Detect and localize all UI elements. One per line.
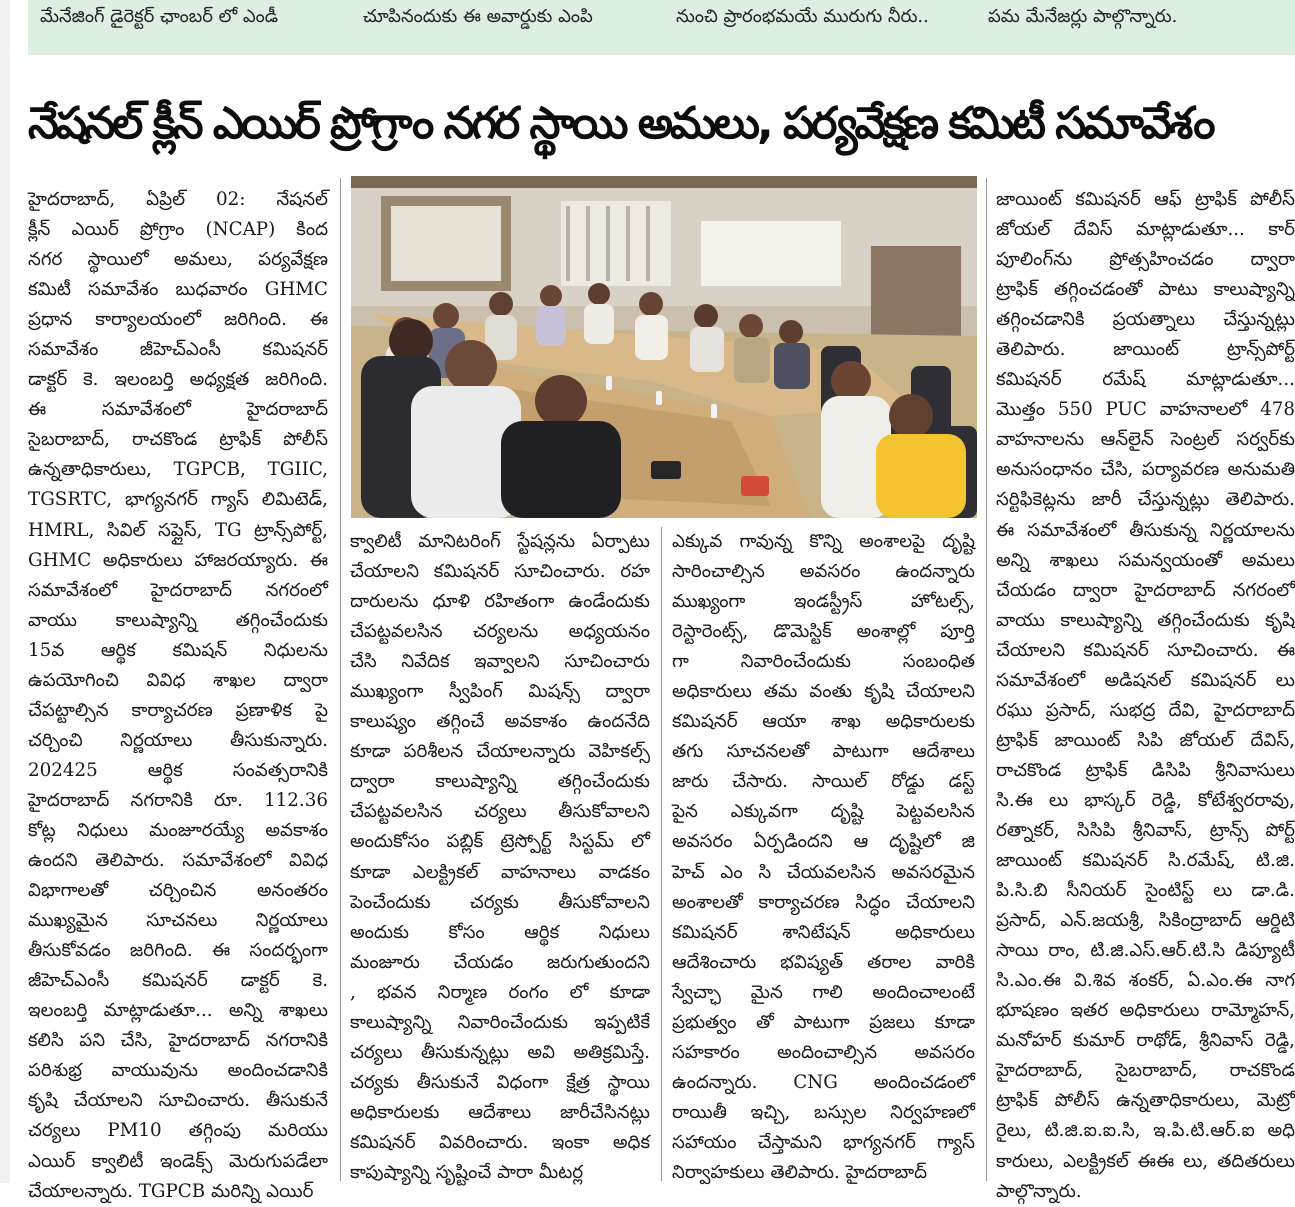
article-line: తగు సూచనలతో పాటుగా ఆదేశాలు [672,741,975,763]
article-line: సమావేశంలో అడిషనల్ కమిషనర్ లు [996,669,1295,691]
article-line: 15వ ఆర్థిక కమిషన్ నిధులను [28,639,328,661]
article-line: చర్యలు PM10 తగ్గింపు మరియు [28,1120,328,1142]
article-line: కారులు, ఎలక్ట్రికల్ ఈఈ లు, తదితరులు [996,1150,1295,1172]
article-line: విభాగాలతో చర్చించిన అనంతరం [28,880,328,902]
article-line: సారించాల్సిన అవసరం ఉందన్నారు [672,561,975,583]
article-line: ఎక్కువ గావున్న కొన్ని అంశాలపై దృష్టి [672,531,975,552]
article-line: కమిషనర్ ఆయా శాఖ అధికారులకు [672,711,975,733]
article-line: అన్ని శాఖలు సమన్వయంతో అమలు [996,549,1295,571]
article-line: రఘు ప్రసాద్, సుభద్ర దేవి, హైదరాబాద్ [996,699,1295,721]
strip-snippet: మేనేజింగ్ డైరెక్టర్ ఛాంబర్ లో ఎండీ [40,6,279,27]
article-line: చేయాలన్నారు. TGPCB మరిన్ని ఎయిర్ [28,1180,314,1202]
article-line: కాపుష్యాన్ని సృష్టించే పారా మీటర్ల [350,1161,584,1183]
article-line: పూలింగ్‌ను ప్రోత్సహించడం ద్వారా [996,249,1295,271]
article-line: రాచకొండ ట్రాఫిక్ డిసిపి శ్రీనివాసులు [996,759,1295,781]
article-line: కమిషనర్ రమేష్ మాట్లాడుతూ... [996,369,1295,391]
article-line: క్లీన్ ఎయిర్ ప్రోగ్రాం (NCAP) కింద [28,219,328,241]
article-line: చేయాలని కమిషనర్ సూచించారు. రహ [350,561,650,583]
article-line: నగర స్థాయిలో అమలు, పర్యవేక్షణ [28,249,328,271]
article-line: ద్వారా కాలుష్యాన్ని తగ్గించేందుకు [350,771,650,793]
article-line: ఈ సమావేశంలో తీసుకున్న నిర్ణయాలను [996,519,1295,541]
article-line: ముఖ్యమైన సూచనలు నిర్ణయాలు [28,910,328,932]
article-line: డాక్టర్ కె. ఇలంబర్తి అధ్యక్షత జరిగింది. [28,369,328,391]
column-divider [661,527,662,1181]
article-line: జారు చేసారు. సాయిల్ రోడ్డు డస్ట్ [672,771,975,793]
strip-snippet: నుంచి ప్రారంభమయే మురుగు నీరు.. [676,6,929,27]
article-line: ఉపయోగించి వివిధ శాఖల ద్వారా [28,669,328,691]
article-line: సమావేశం జీహెచ్ఎంసీ కమిషనర్ [28,339,328,361]
article-line: రెస్టారెంట్స్, డొమెస్టిక్ అంశాల్లో పూర్తి [672,621,975,643]
article-line: అధికారులు తమ వంతు కృషి చేయాలని [672,681,975,703]
article-line: ముఖ్యంగా ఇండస్ట్రీస్ హోటల్స్, [672,591,975,613]
article-line: చేపట్టాల్సిన కార్యాచరణ ప్రణాళిక పై [28,699,328,721]
article-line: గా నివారించేందుకు సంబంధిత [672,651,975,673]
article-line: అందుకు కోసం ఆర్థిక నిధులు [350,921,650,943]
article-line: ప్రధాన కార్యాలయంలో జరిగింది. ఈ [28,309,328,331]
article-line: కలిసి పని చేసి, హైదరాబాద్ నగరానికి [28,1030,328,1052]
meeting-photo [351,176,977,518]
article-line: జోయల్ దేవిస్ మాట్లాడుతూ... కార్ [996,219,1295,241]
article-line: చేయాలని కమిషనర్ సూచించారు. ఈ [996,639,1295,661]
article-line: జాయింట్ కమిషనర్ ఆఫ్ ట్రాఫిక్ పోలీస్ [996,189,1295,210]
article-line: చేపట్టవలసిన చర్యలను అధ్యయనం [350,621,650,643]
article-line: అవసరం ఏర్పడిందని ఆ దృష్టిలో జి [672,831,975,853]
article-line: , భవన నిర్మాణ రంగం లో కూడా [350,981,650,1003]
article-column-1 [28,185,328,1202]
strip-snippet: చూపినందుకు ఈ అవార్డుకు ఎంపి [363,6,593,27]
article-line: చేసి నివేదిక ఇవ్వాలని సూచించారు [350,651,650,673]
article-line: నిర్వాహకులు తెలిపారు. హైదరాబాద్ [672,1161,927,1183]
article-line: GHMC అధికారులు హాజరయ్యారు. ఈ [28,549,328,571]
article-line: స్వేచ్ఛా మైన గాలి అందించాలంటే [672,981,975,1003]
article-line: హైదరాబాద్ నగరానికి రూ. 112.36 [28,789,328,811]
article-line: తీసుకోవడం జరిగింది. ఈ సందర్భంగా [28,940,328,962]
page-left-margin [0,0,10,1183]
article-line: కాలుష్యాన్ని నివారించేందుకు ఇప్పటికే [350,1011,650,1033]
article-line: సి.ఎం.ఈ వి.శివ శంకర్, ఏ.ఎం.ఈ నాగ [996,970,1295,992]
article-line: ఉన్నతాధికారులు, TGPCB, TGIIC, [28,459,328,481]
article-column-2 [350,527,650,1182]
article-headline: నేషనల్ క్లీన్ ఎయిర్ ప్రోగ్రాం నగర స్థాయి అమలు, పర్యవేక్షణ కమిటీ సమావేశం [28,98,1213,149]
article-line: సి.ఈ లు భాస్కర్ రెడ్డి, కోటేశ్వరరావు, [996,789,1295,811]
article-line: కూడా పరిశీలన చేయాలన్నారు వెహికల్స్ [350,741,650,763]
article-line: జాయింట్ కమిషనర్ సి.రమేష్, టి.జి. [996,850,1295,872]
article-line: సమావేశంలో హైదరాబాద్ నగరంలో [28,579,328,601]
article-line: ఎయిర్ క్వాలిటీ ఇండెక్స్ మెరుగుపడేలా [28,1150,328,1172]
article-line: కాలుష్యం తగ్గించే అవకాశం ఉందనేది [350,711,650,733]
article-line: ప్రభుత్వం తో పాటుగా ప్రజలు కూడా [672,1011,975,1033]
article-line: పాల్గొన్నారు. [996,1180,1082,1202]
article-line: ట్రాఫిక్ తగ్గించడంతో పాటు కాలుష్యాన్ని [996,279,1295,301]
article-line: చేపట్టవలసిన చర్యలు తీసుకోవాలని [350,801,650,823]
article-line: పి.సి.బి సీనియర్ సైంటిస్ట్ లు డా.డి. [996,880,1295,902]
article-line: TGSRTC, భాగ్యనగర్ గ్యాస్ లిమిటెడ్, [28,489,328,511]
article-line: అందుకోసం పబ్లిక్ ట్రెస్పోర్ట్ సిస్టమ్ లో [350,831,650,853]
article-line: ముఖ్యంగా స్వీపింగ్ మిషన్స్ ద్వారా [350,681,650,703]
article-line: రైలు, టి.జి.ఐ.ఐ.సి, ఇ.పి.టి.ఆర్.ఐ అధి [996,1120,1295,1142]
article-line: HMRL, సివిల్ సప్లైస్, TG ట్రాన్స్‌పోర్ట్, [28,519,328,541]
article-line: హైదరాబాద్, సైబరాబాద్, రాచకొండ [996,1060,1295,1082]
article-line: మనోహర్ కుమార్ రాథోడ్, శ్రీనివాస్ రెడ్డి, [996,1030,1295,1052]
article-line: ఆదేశించారు భవిష్యత్ తరాల వారికి [672,951,975,973]
article-line: కృషి చేయాలని సూచించారు. తీసుకునే [28,1090,328,1112]
article-line: అనుసంధానం చేసి, పర్యావరణ అనుమతి [996,459,1295,481]
article-line: కమిటీ సమావేశం బుధవారం GHMC [28,279,328,301]
article-line: ట్రాఫిక్ పోలీస్ ఉన్నతాధికారులు, మెట్రో [996,1090,1295,1112]
article-line: రాయితీ ఇచ్చి, బస్సుల నిర్వహణలో [672,1101,975,1123]
article-line: కూడా ఎలక్ట్రికల్ వాహనాలు వాడకం [350,861,650,883]
strip-snippet: పమ మేనేజర్లు పాల్గొన్నారు. [988,6,1178,27]
article-line: కమిషనర్ వివరించారు. ఇంకా అధిక [350,1131,650,1153]
article-line: ఈ సమావేశంలో హైదరాబాద్ [28,399,328,421]
article-line: ట్రాఫిక్ జాయింట్ సిపి జోయల్ దేవిస్, [996,729,1295,751]
article-column-3 [672,527,975,1182]
article-line: పెంచేందుకు చర్యకు తీసుకోవాలని [350,891,650,913]
article-line: 202425 ఆర్థిక సంవత్సరానికి [28,759,328,781]
column-divider [340,178,341,1181]
article-line: సాయి రాం, టి.జి.ఎస్.ఆర్.టి.సి డిప్యూటీ [996,940,1295,962]
article-line: హెచ్ ఎం సి చేయవలసిన అవసరమైన [672,861,975,883]
article-line: అధికారులకు ఆదేశాలు జారీచేసినట్లు [350,1101,650,1123]
article-line: మంజూరు చేయడం జరుగుతుందని [350,951,650,973]
article-line: అంశాలతో కార్యాచరణ సిద్ధం చేయాలని [672,891,975,913]
previous-article-strip [28,0,1295,55]
article-line: సహకారం అందించాల్సిన అవసరం [672,1041,975,1063]
article-line: పరిశుభ్ర వాయువును అందించడానికి [28,1060,328,1082]
article-line: కమిషనర్ శానిటేషన్ అధికారులు [672,921,975,943]
article-line: వాయు కాలుష్యాన్ని తగ్గించేందుకు కృషి [996,609,1295,631]
article-column-4 [996,185,1295,1202]
article-line: చర్చించి నిర్ణయాలు తీసుకున్నారు. [28,729,328,751]
article-line: మొత్తం 550 PUC వాహనాలలో 478 [996,399,1295,421]
article-line: ఇలంబర్తి మాట్లాడుతూ... అన్ని శాఖలు [28,1000,328,1022]
article-line: తగ్గించడానికి ప్రయత్నాలు చేస్తున్నట్లు [996,309,1295,331]
article-line: జీహెచ్ఎంసీ కమిషనర్ డాక్టర్ కె. [28,970,328,992]
article-line: చర్యలు తీసుకున్నట్లు అవి అతిక్రమిస్తే. [350,1041,650,1063]
article-line: చేయడం ద్వారా హైదరాబాద్ నగరంలో [996,579,1295,601]
article-line: హైదరాబాద్, ఏప్రిల్ 02: నేషనల్ [28,189,328,210]
article-line: ఉందన్నారు. CNG అందించడంలో [672,1071,975,1093]
article-line: ప్రసాద్, ఎన్.జయశ్రీ, సికింద్రాబాద్ ఆర్డిటి [996,910,1295,932]
article-line: చర్యకు తీసుకునే విధంగా క్షేత్ర స్థాయి [350,1071,650,1093]
article-line: రత్నాకర్, సిసిపి శ్రీనివాస్, ట్రాన్స్ పోర్ట్ [996,819,1295,841]
column-divider [986,178,987,1181]
article-line: వాయు కాలుష్యాన్ని తగ్గించేందుకు [28,609,328,631]
article-line: పైన ఎక్కువగా దృష్టి పెట్టవలసిన [672,801,975,823]
article-line: ఉందని తెలిపారు. సమావేశంలో వివిధ [28,850,328,872]
article-line: దారులను ధూళి రహితంగా ఉండేందుకు [350,591,650,613]
article-line: తెలిపారు. జాయింట్ ట్రాన్స్‌పోర్ట్ [996,339,1295,361]
article-line: భూషణం ఇతర అధికారులు రామ్మోహన్, [996,1000,1295,1022]
article-line: క్వాలిటీ మానిటరింగ్ స్టేషన్లను ఏర్పాటు [350,531,650,552]
article-line: సహాయం చేస్తామని భాగ్యనగర్ గ్యాస్ [672,1131,975,1153]
article-line: వాహనాలను ఆన్‌లైన్ సెంట్రల్ సర్వర్‌కు [996,429,1295,451]
article-line: సైబరాబాద్, రాచకొండ ట్రాఫిక్ పోలీస్ [28,429,328,451]
article-line: కోట్ల నిధులు మంజూరయ్యే అవకాశం [28,819,328,841]
article-line: సర్టిఫికెట్లను జారీ చేస్తున్నట్లు తెలిపారు. [996,489,1295,511]
